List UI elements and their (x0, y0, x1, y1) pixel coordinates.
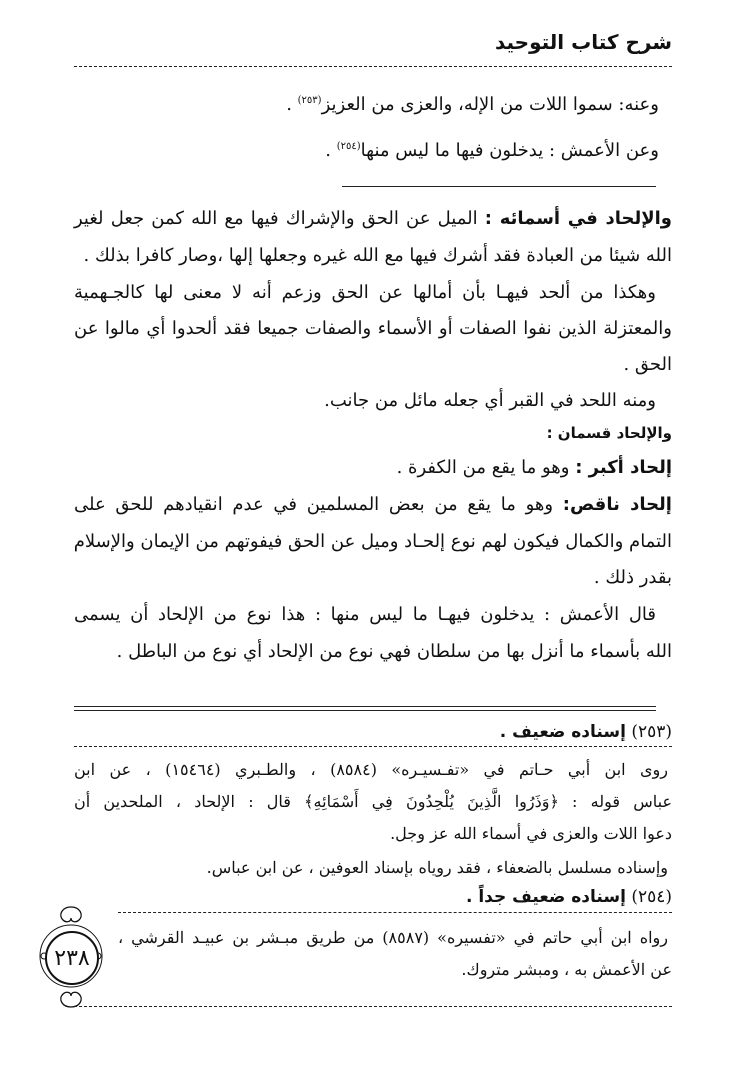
quote-2-text: وعن الأعمش : يدخلون فيها ما ليس منها (360, 140, 659, 161)
paragraph-6-text: وهو ما يقع من بعض المسلمين في عدم انقيادهم للحق على (74, 494, 554, 515)
footnote-254-number: (٢٥٤) (631, 887, 672, 907)
paragraph-6-line-2: التمام والكمال فيكون لهم نوع إلحـاد وميل عن الحق فيفوتهم من الإيمان والإسلام (73, 531, 672, 552)
footnote-254-title: إسناده ضعيف جداً . (465, 887, 626, 907)
paragraph-7-line-1: قال الأعمش : يدخلون فيهـا ما ليس منها : هذا نوع من الإلحاد أن يسمى (74, 604, 656, 625)
running-header-title: شرح كتاب التوحيد (494, 30, 672, 54)
footer-rule (74, 1006, 672, 1007)
quote-line-1: وعنه: سموا اللات من الإله، والعزى من العزيز$^{(٢٥٣)}$ . (286, 94, 659, 115)
paragraph-4-heading: والإلحاد قسمان : (546, 424, 672, 442)
paragraph-1-text: الميل عن الحق والإشراك فيها مع الله كمن جعل لغير (74, 208, 478, 229)
section-divider (342, 186, 656, 187)
paragraph-5 (397, 455, 672, 481)
footnote-254-heading (466, 885, 672, 909)
paragraph-2-line-3: الحق . (623, 354, 672, 375)
paragraph-2-line-1: وهكذا من ألحد فيهـا بأن أمالها عن الحق وزعم أنه لا معنى لها كالجـهمية (74, 282, 656, 303)
term-ilhad-naqis: إلحاد ناقص: (562, 494, 672, 515)
footnote-ref-254[interactable]: (٢٥٤) (336, 141, 361, 152)
header-rule (74, 66, 672, 67)
footnotes-divider (74, 706, 656, 711)
paragraph-1-line-2: الله شيئا من العبادة فقد أشرك فيها مع الله غيره وجعلها إلها ،وصار كافرا بذلك . (83, 245, 672, 266)
term-ilhad-fi-asmaih: والإلحاد في أسمائه : (484, 208, 672, 229)
page-number-badge (36, 903, 106, 1011)
paragraph-2-line-2: والمعتزلة الذين نفوا الصفات أو الأسماء والصفات جميعا فقد ألحدوا أي مالوا عن (74, 318, 672, 339)
term-ilhad-akbar: إلحاد أكبر : (575, 457, 672, 478)
footnote-254-rule (118, 912, 672, 913)
footnote-253-line-1: روى ابن أبي حـاتم في «تفـسيـره» (٨٥٨٤) ، والطـبري (١٥٤٦٤) ، عن ابن (74, 760, 668, 779)
footnote-ref-253[interactable]: (٢٥٣) (297, 95, 322, 106)
paragraph-6-line-3: بقدر ذلك . (593, 567, 672, 588)
footnote-253-line-2: عباس قوله : ﴿وَذَرُوا الَّذِينَ يُلْحِدُونَ فِي أَسْمَائِهِ﴾ قال : الإلحاد ، الملحدين أن (74, 792, 672, 811)
paragraph-5-text: وهو ما يقع من الكفرة . (396, 457, 570, 478)
footnote-254-line-2: عن الأعمش به ، ومبشر متروك. (461, 960, 672, 979)
quote-line-2: وعن الأعمش : يدخلون فيها ما ليس منها$^{(٢٥٤)}$ . (325, 140, 659, 161)
footnote-253-heading (500, 720, 672, 744)
paragraph-3: ومنه اللحد في القبر أي جعله مائل من جانب. (324, 390, 656, 411)
page-number: ٢٣٨ (45, 931, 99, 985)
footnote-253-line-3: دعوا اللات والعزى في أسماء الله عز وجل. (390, 824, 672, 843)
quote-1-text: وعنه: سموا اللات من الإله، والعزى من العزيز (321, 94, 659, 115)
footnote-254-line-1: رواه ابن أبي حاتم في «تفسيره» (٨٥٨٧) من طريق مبـشر بن عبيـد القرشي ، (118, 928, 668, 947)
footnote-253-number: (٢٥٣) (631, 722, 672, 742)
footnote-253-title: إسناده ضعيف . (499, 722, 626, 742)
paragraph-6-line-1 (74, 492, 672, 518)
paragraph-7-line-2: الله بأسماء ما أنزل بها من سلطان فهي نوع من الإلحاد أي نوع من الباطل . (116, 641, 672, 662)
footnote-253-rule (74, 746, 672, 747)
paragraph-1-line-1 (74, 206, 672, 232)
footnote-253-line-4: وإسناده مسلسل بالضعفاء ، فقد روياه بإسناد العوفين ، عن ابن عباس. (206, 858, 668, 877)
